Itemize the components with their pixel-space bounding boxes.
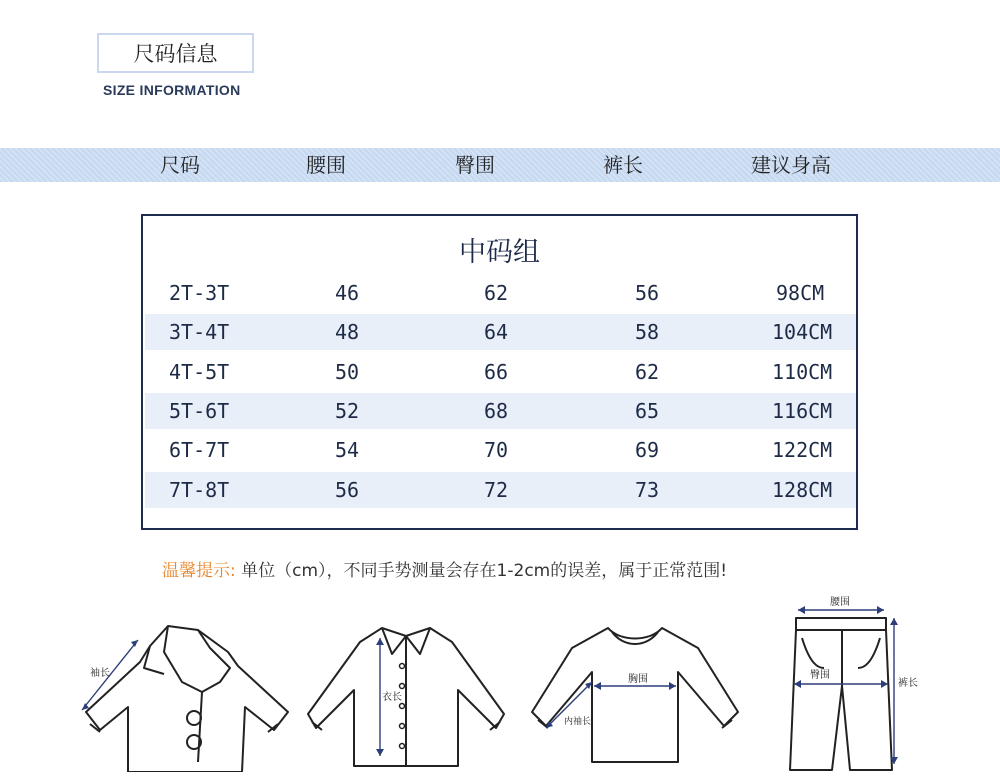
cell-hip: 72: [484, 478, 509, 502]
cell-length: 73: [635, 478, 660, 502]
header-waist: 腰围: [306, 153, 346, 177]
cell-waist: 56: [335, 478, 360, 502]
cell-hip: 68: [484, 399, 509, 423]
chest-label: 胸围: [628, 674, 648, 685]
section-title: 尺码信息: [133, 42, 218, 66]
cell-hip: 62: [484, 281, 509, 305]
header-length: 裤长: [603, 153, 643, 177]
cell-hip: 66: [484, 360, 509, 384]
body-length-label: 衣长: [382, 692, 402, 703]
cell-waist: 46: [335, 281, 360, 305]
table-row: [145, 314, 856, 350]
table-row: [145, 275, 856, 311]
cell-length: 58: [635, 320, 660, 344]
cell-length: 56: [635, 281, 660, 305]
cell-height: 116CM: [772, 399, 833, 423]
measurement-tip: [162, 556, 727, 581]
header-height: 建议身高: [751, 153, 831, 177]
tip-text: 单位（cm），不同手势测量会存在1-2cm的误差，属于正常范围!: [241, 561, 728, 581]
section-subtitle: SIZE INFORMATION: [103, 82, 241, 98]
cell-waist: 50: [335, 360, 360, 384]
cell-size: 4T-5T: [169, 360, 230, 384]
cell-size: 6T-7T: [169, 438, 230, 462]
table-row: [145, 354, 856, 390]
cell-hip: 64: [484, 320, 509, 344]
cell-size: 2T-3T: [169, 281, 230, 305]
cell-height: 110CM: [772, 360, 833, 384]
table-row: [145, 432, 856, 468]
section-title-box: [97, 33, 254, 73]
table-row: [145, 472, 856, 508]
cell-length: 65: [635, 399, 660, 423]
cell-size: 3T-4T: [169, 320, 230, 344]
sweater-diagram: [528, 620, 743, 770]
column-header-band: [0, 148, 1000, 182]
cell-length: 69: [635, 438, 660, 462]
cell-hip: 70: [484, 438, 509, 462]
waist-label: 腰围: [830, 597, 850, 608]
inner-sleeve-label: 内袖长: [564, 717, 592, 727]
cell-size: 7T-8T: [169, 478, 230, 502]
pants-diagram: [780, 594, 925, 774]
cell-height: 128CM: [772, 478, 833, 502]
table-row: [145, 393, 856, 429]
cell-length: 62: [635, 360, 660, 384]
cell-height: 98CM: [776, 281, 825, 305]
header-size: 尺码: [160, 153, 200, 177]
cell-height: 122CM: [772, 438, 833, 462]
cell-size: 5T-6T: [169, 399, 230, 423]
pants-length-label: 裤长: [898, 678, 918, 689]
cell-height: 104CM: [772, 320, 833, 344]
cell-waist: 54: [335, 438, 360, 462]
shirt-diagram: [300, 618, 512, 770]
group-title: 中码组: [459, 237, 540, 268]
cell-waist: 48: [335, 320, 360, 344]
jacket-diagram: [70, 612, 300, 772]
sleeve-length-label: 袖长: [90, 668, 110, 679]
hip-label: 臀围: [810, 670, 830, 681]
size-table: [141, 214, 858, 530]
cell-waist: 52: [335, 399, 360, 423]
header-hip: 臀围: [455, 153, 495, 177]
tip-label: 温馨提示:: [162, 561, 236, 581]
